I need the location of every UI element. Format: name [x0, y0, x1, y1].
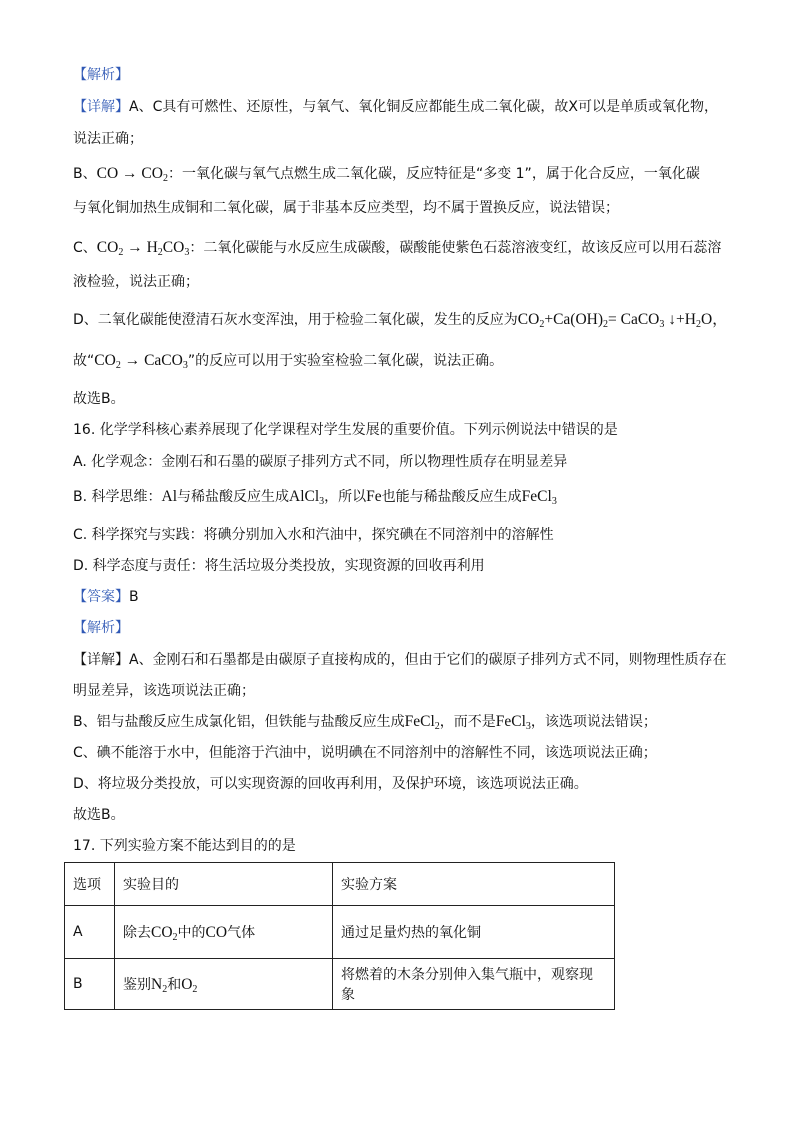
text: ，该选项说法错误； — [530, 714, 657, 730]
q16-detail-line-2: 明显差异，该选项说法正确； — [73, 683, 255, 699]
subscript: 2 — [162, 984, 168, 995]
header-plan: 实验方案 — [333, 863, 615, 906]
table-row — [65, 959, 615, 1010]
eq-part: CO — [151, 924, 173, 941]
formula-co-to-co2 — [97, 165, 168, 182]
q16-stem: 16. 化学学科核心素养展现了化学课程对学生发展的重要价值。下列示例说法中错误的是 — [73, 422, 618, 438]
subscript: 2 — [695, 319, 701, 330]
text-b-rest: ：一氧化碳与氧气点燃生成二氧化碳，反应特征是“多变 1”，属于化合反应，一氧化碳 — [167, 166, 700, 182]
formula-lime-water-reaction — [518, 311, 728, 328]
p15-choice: 故选B。 — [73, 391, 125, 407]
subscript: 2 — [192, 984, 198, 995]
p15-text-1: A、C具有可燃性、还原性，与氧气、氧化铜反应都能生成二氧化碳，故X可以是单质或氧化物， — [129, 99, 718, 115]
text: 除去 — [123, 925, 151, 941]
formula-h: H — [146, 239, 158, 256]
text-d: D、二氧化碳能使澄清石灰水变浑浊，用于检验二氧化碳，发生的反应为 — [73, 312, 518, 328]
subscript: 2 — [115, 360, 121, 371]
subscript: 3 — [525, 721, 531, 732]
table-header-row — [65, 863, 615, 906]
arrow-glyph: → — [127, 239, 143, 256]
formula-co: CO — [205, 924, 228, 941]
subscript: 2 — [118, 247, 124, 258]
row-b-purpose — [115, 959, 333, 1010]
quote-open: 故“ — [73, 353, 95, 369]
p15-detail-line-1 — [73, 96, 733, 118]
formula-n2 — [151, 976, 167, 993]
formula-co2-to-caco3 — [94, 352, 188, 369]
eq-part: = CaCO — [608, 311, 660, 328]
formula-o2 — [181, 976, 197, 993]
answer-tag: 【答案】 — [73, 589, 129, 605]
p15-detail-line-2: 说法正确； — [73, 131, 143, 147]
p15-option-b-line-2: 与氧化铜加热生成铜和二氧化碳，属于非基本反应类型，均不属于置换反应，说法错误； — [73, 200, 619, 216]
p15-option-b-line-1 — [73, 163, 733, 185]
row-a-option: A — [65, 906, 115, 959]
eq-part: N — [151, 976, 163, 993]
q17-stem: 17. 下列实验方案不能达到目的的是 — [73, 838, 296, 854]
formula-co3: CO — [162, 239, 185, 256]
detail-tag-15: 【详解】 — [73, 99, 129, 115]
eq-part: FeCl — [495, 713, 526, 730]
text-c-rest: ：二氧化碳能与水反应生成碳酸，碳酸能使紫色石蕊溶液变红，故该反应可以用石蕊溶 — [189, 240, 722, 256]
eq-part: ↓+H — [668, 311, 696, 328]
q16-option-c: C. 科学探究与实践：将碘分别加入水和汽油中，探究碘在不同溶剂中的溶解性 — [73, 527, 554, 543]
p15-option-d-line-2 — [73, 350, 733, 372]
eq-part: +Ca(OH) — [544, 311, 603, 328]
q16-detail-line-3 — [73, 711, 733, 733]
text: A、金刚石和石墨都是由碳原子直接构成的，但由于它们的碳原子排列方式不同，则物理性质存在 — [129, 652, 727, 668]
text: B、铝与盐酸反应生成氯化铝，但铁能与盐酸反应生成 — [73, 714, 405, 730]
text-c-prefix: C、 — [73, 240, 97, 256]
eq-part: FeCl — [521, 488, 552, 505]
subscript: 3 — [184, 247, 190, 258]
formula-al: Al — [161, 488, 178, 505]
formula-fe: Fe — [366, 488, 382, 505]
text: 中的 — [177, 925, 206, 941]
arrow-caco3: → CaCO — [120, 352, 183, 369]
analysis-tag-16: 【解析】 — [73, 620, 129, 636]
q16-option-b — [73, 486, 733, 508]
q16-detail-line-4: C、碘不能溶于水中，但能溶于汽油中，说明碘在不同溶剂中的溶解性不同，该选项说法正确； — [73, 745, 657, 761]
formula-co2 — [151, 924, 178, 941]
arrow-glyph: → — [122, 165, 138, 182]
subscript: 2 — [539, 319, 545, 330]
q17-table — [64, 862, 615, 1010]
text: 也能与稀盐酸反应生成 — [381, 489, 522, 505]
eq-part: AlCl — [289, 488, 320, 505]
row-a-plan: 通过足量灼热的氧化铜 — [333, 906, 615, 959]
eq-part: CO — [517, 311, 540, 328]
subscript: 3 — [182, 360, 188, 371]
subscript: 2 — [172, 932, 178, 943]
subscript: 2 — [434, 721, 440, 732]
answer-value: B — [129, 589, 139, 605]
text-d-rest: ”的反应可以用于实验室检验二氧化碳，说法正确。 — [187, 353, 504, 369]
q16-answer — [73, 586, 733, 608]
formula-co2: CO — [96, 239, 119, 256]
text: 鉴别 — [123, 977, 151, 993]
row-b-option: B — [65, 959, 115, 1010]
detail-tag-16: 【详解】 — [73, 652, 129, 668]
text: 和 — [167, 977, 182, 993]
formula-fecl3 — [496, 713, 531, 730]
formula-co2: CO — [94, 352, 116, 369]
subscript: 2 — [162, 173, 168, 184]
q16-detail-line-1 — [73, 649, 733, 671]
row-b-plan: 将燃着的木条分别伸入集气瓶中，观察现象 — [333, 959, 615, 1010]
formula-fecl3 — [522, 488, 557, 505]
subscript: 2 — [157, 247, 163, 258]
formula-alcl3 — [289, 488, 324, 505]
text: 气体 — [227, 925, 256, 941]
eq-part: O， — [700, 311, 728, 328]
table-row — [65, 906, 615, 959]
subscript: 2 — [603, 319, 608, 330]
text: 与稀盐酸反应生成 — [177, 489, 290, 505]
text: ，而不是 — [439, 714, 496, 730]
p15-option-d-line-1 — [73, 309, 733, 331]
formula-fecl2 — [405, 713, 440, 730]
subscript: 3 — [659, 319, 665, 330]
subscript: 3 — [319, 496, 325, 507]
row-a-purpose — [115, 906, 333, 959]
q16-option-d: D. 科学态度与责任：将生活垃圾分类投放，实现资源的回收再利用 — [73, 558, 485, 574]
p15-option-c-line-2: 液检验，说法正确； — [73, 274, 199, 290]
q16-option-a: A. 化学观念：金刚石和石墨的碳原子排列方式不同，所以物理性质存在明显差异 — [73, 454, 568, 470]
subscript: 3 — [551, 496, 557, 507]
formula-co: CO — [96, 165, 119, 182]
text: ，所以 — [324, 489, 367, 505]
formula-co2-to-h2co3 — [97, 239, 190, 256]
q16-detail-line-5: D、将垃圾分类投放，可以实现资源的回收再利用，及保护环境，该选项说法正确。 — [73, 776, 588, 792]
analysis-tag-15: 【解析】 — [73, 67, 129, 83]
q16-choice: 故选B。 — [73, 807, 125, 823]
header-purpose: 实验目的 — [115, 863, 333, 906]
text: B. 科学思维： — [73, 489, 162, 505]
header-option: 选项 — [65, 863, 115, 906]
formula-co2: CO — [141, 165, 163, 182]
p15-option-c-line-1 — [73, 237, 733, 259]
eq-part: FeCl — [404, 713, 435, 730]
text-b-prefix: B、 — [73, 166, 97, 182]
eq-part: O — [181, 976, 193, 993]
